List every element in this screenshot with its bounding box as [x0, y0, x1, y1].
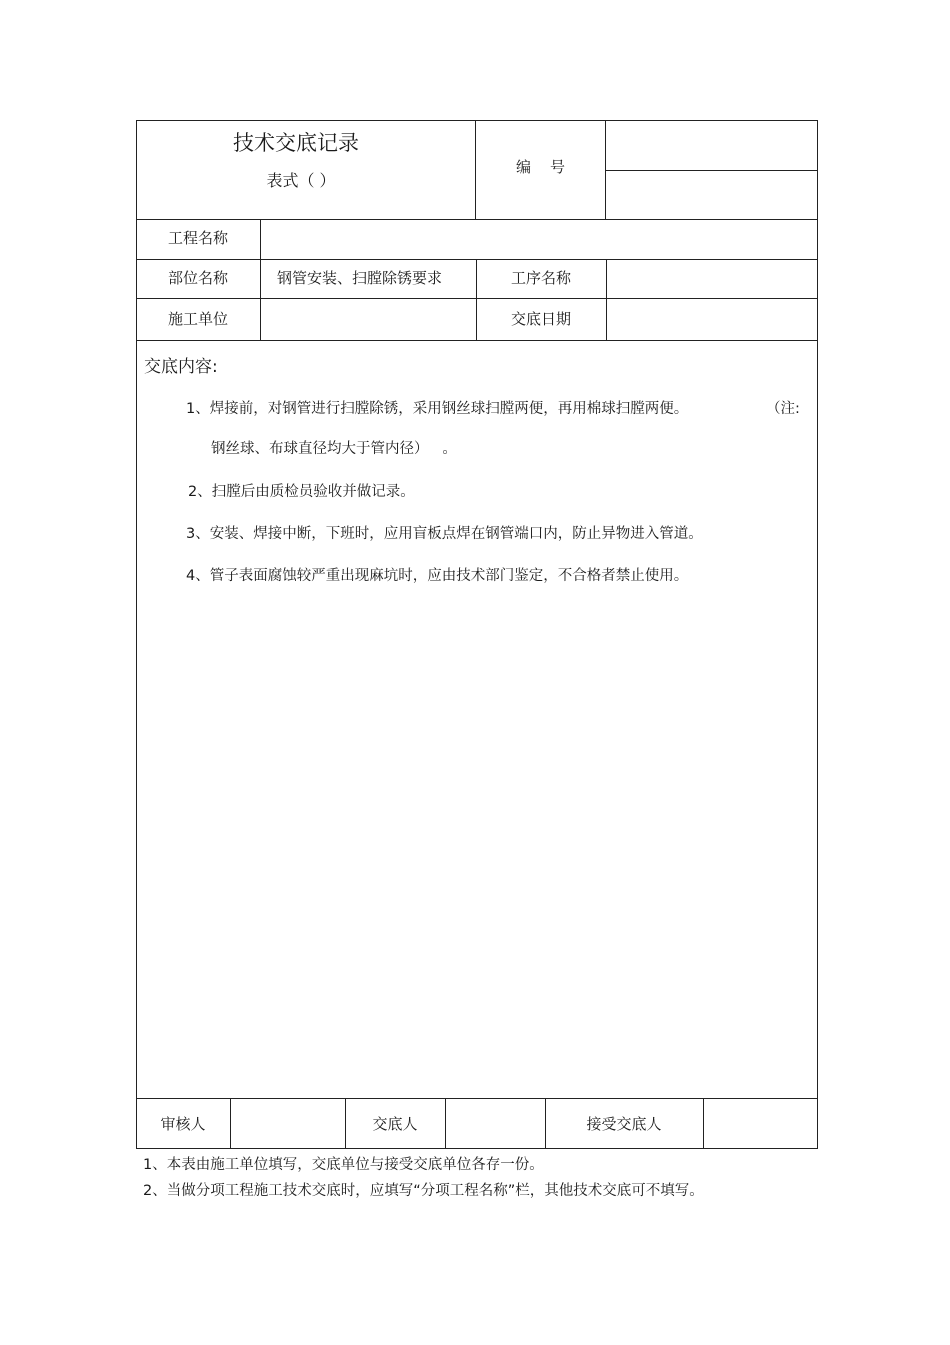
divider — [703, 1098, 704, 1148]
table-border-right — [817, 120, 818, 1149]
divider — [230, 1098, 231, 1148]
divider — [606, 259, 607, 340]
divider — [445, 1098, 446, 1148]
content-item-3: 3、安装、焊接中断，下班时，应用盲板点焊在钢管端口内，防止异物进入管道。 — [186, 526, 703, 542]
part-name-field[interactable]: 钢管安装、扫膛除锈要求 — [277, 269, 443, 287]
divider — [136, 259, 818, 260]
discloser-label: 交底人 — [372, 1115, 418, 1133]
handover-date-label: 交底日期 — [510, 310, 571, 328]
receiver-label: 接受交底人 — [586, 1115, 662, 1133]
content-item-1-note-open: （注: — [766, 401, 800, 417]
reviewer-label: 审核人 — [160, 1115, 206, 1133]
number-label: 编 号 — [515, 158, 566, 176]
form-title: 技术交底记录 — [233, 131, 359, 155]
divider — [136, 1098, 818, 1099]
content-item-2: 2、扫膛后由质检员验收并做记录。 — [188, 484, 415, 500]
process-name-label: 工序名称 — [510, 269, 571, 287]
part-name-label: 部位名称 — [167, 269, 228, 287]
content-item-4: 4、管子表面腐蚀较严重出现麻坑时，应由技术部门鉴定，不合格者禁止使用。 — [186, 568, 689, 584]
table-border-bottom — [136, 1148, 818, 1149]
table-border-top — [136, 120, 818, 121]
footnote-1: 1、本表由施工单位填写，交底单位与接受交底单位各存一份。 — [143, 1157, 544, 1173]
footnote-2: 2、当做分项工程施工技术交底时，应填写“分项工程名称”栏，其他技术交底可不填写。 — [143, 1183, 704, 1199]
divider — [260, 219, 261, 340]
divider — [136, 298, 818, 299]
divider — [605, 170, 817, 171]
content-item-1-line-2: 钢丝球、布球直径均大于管内径） 。 — [211, 441, 457, 457]
divider — [136, 219, 818, 220]
divider — [136, 340, 818, 341]
project-name-label: 工程名称 — [167, 229, 228, 247]
form-code-label: 表式（ ） — [266, 171, 336, 190]
content-heading: 交底内容: — [144, 357, 218, 377]
content-item-1-line-1: 1、焊接前，对钢管进行扫膛除锈，采用钢丝球扫膛两便，再用棉球扫膛两便。 — [186, 401, 689, 417]
construction-unit-label: 施工单位 — [167, 310, 228, 328]
